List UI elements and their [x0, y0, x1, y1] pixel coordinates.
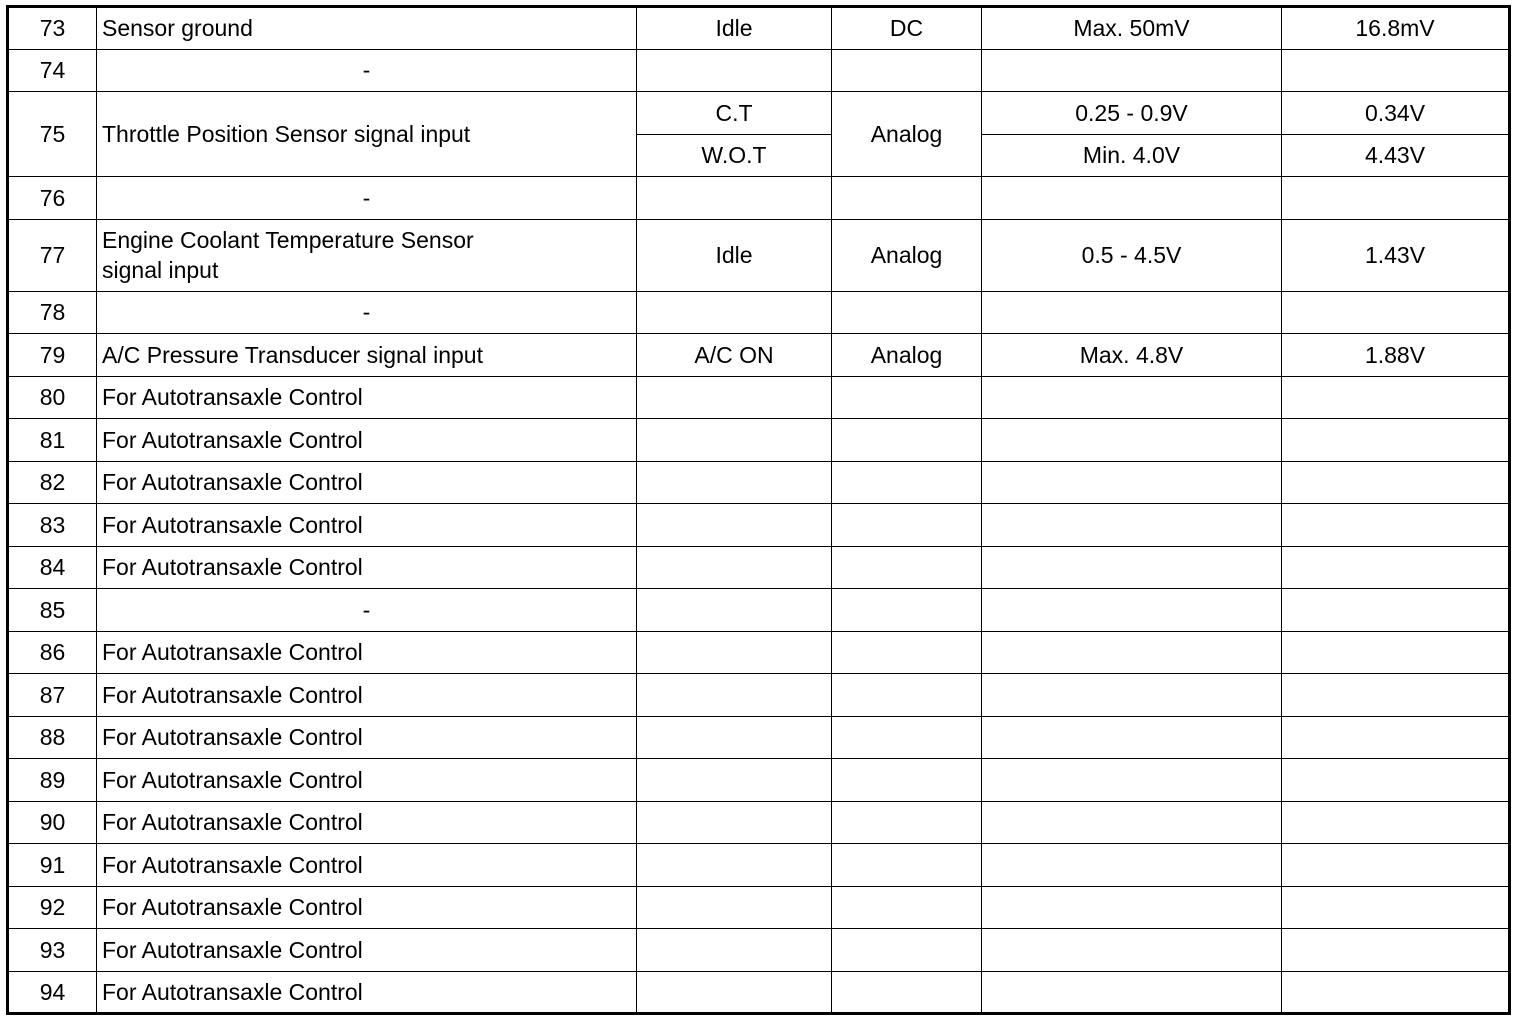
table-row	[8, 219, 1510, 291]
test-result: 16.8mV	[1282, 7, 1510, 50]
signal-level	[982, 419, 1282, 462]
signal-level	[982, 631, 1282, 674]
signal-type	[832, 971, 982, 1014]
pin-condition: W.O.T	[637, 134, 832, 177]
signal-type: DC	[832, 7, 982, 50]
pin-description: For Autotransaxle Control	[97, 546, 637, 589]
table-row	[8, 49, 1510, 92]
table-row	[8, 674, 1510, 717]
table-row	[8, 504, 1510, 547]
signal-type	[832, 631, 982, 674]
test-result	[1282, 801, 1510, 844]
signal-type	[832, 759, 982, 802]
test-result	[1282, 504, 1510, 547]
signal-level: Max. 50mV	[982, 7, 1282, 50]
table-row	[8, 177, 1510, 220]
pin-condition: C.T	[637, 92, 832, 135]
test-result	[1282, 929, 1510, 972]
pin-condition	[637, 177, 832, 220]
table-row	[8, 546, 1510, 589]
pin-condition: Idle	[637, 219, 832, 291]
test-result	[1282, 971, 1510, 1014]
signal-type	[832, 504, 982, 547]
test-result	[1282, 674, 1510, 717]
pin-description: -	[97, 589, 637, 632]
test-result	[1282, 716, 1510, 759]
pin-condition	[637, 759, 832, 802]
table-row	[8, 7, 1510, 50]
signal-level: Max. 4.8V	[982, 334, 1282, 377]
signal-type	[832, 589, 982, 632]
pin-description-line: signal input	[102, 257, 219, 283]
test-result	[1282, 419, 1510, 462]
signal-level	[982, 929, 1282, 972]
pin-number: 84	[8, 546, 97, 589]
signal-type: Analog	[832, 219, 982, 291]
pin-description: For Autotransaxle Control	[97, 801, 637, 844]
pin-number: 89	[8, 759, 97, 802]
signal-level	[982, 801, 1282, 844]
pin-condition	[637, 801, 832, 844]
table-row	[8, 419, 1510, 462]
pin-description: Sensor ground	[97, 7, 637, 50]
pin-number: 81	[8, 419, 97, 462]
pin-condition	[637, 886, 832, 929]
pin-condition	[637, 461, 832, 504]
pin-description: Throttle Position Sensor signal input	[97, 92, 637, 177]
pin-number: 93	[8, 929, 97, 972]
pin-description-line: Engine Coolant Temperature Sensor	[102, 227, 474, 253]
pin-description: -	[97, 291, 637, 334]
pin-condition: Idle	[637, 7, 832, 50]
table-row	[8, 631, 1510, 674]
table-row	[8, 716, 1510, 759]
pin-condition	[637, 929, 832, 972]
pin-description: -	[97, 49, 637, 92]
pin-description: A/C Pressure Transducer signal input	[97, 334, 637, 377]
pin-condition	[637, 674, 832, 717]
pin-number: 91	[8, 844, 97, 887]
table-row	[8, 291, 1510, 334]
test-result	[1282, 886, 1510, 929]
test-result	[1282, 844, 1510, 887]
signal-level	[982, 504, 1282, 547]
pin-number: 92	[8, 886, 97, 929]
pin-condition	[637, 504, 832, 547]
test-result: 1.43V	[1282, 219, 1510, 291]
pin-number: 74	[8, 49, 97, 92]
test-result: 0.34V	[1282, 92, 1510, 135]
signal-level	[982, 674, 1282, 717]
pin-description: For Autotransaxle Control	[97, 886, 637, 929]
signal-level	[982, 546, 1282, 589]
pin-number: 75	[8, 92, 97, 177]
signal-type	[832, 49, 982, 92]
pin-description: For Autotransaxle Control	[97, 674, 637, 717]
pin-description: For Autotransaxle Control	[97, 376, 637, 419]
test-result	[1282, 291, 1510, 334]
table-row	[8, 801, 1510, 844]
signal-type	[832, 291, 982, 334]
pin-condition	[637, 49, 832, 92]
pin-description: -	[97, 177, 637, 220]
signal-type	[832, 419, 982, 462]
pin-number: 76	[8, 177, 97, 220]
pin-number: 90	[8, 801, 97, 844]
signal-type: Analog	[832, 334, 982, 377]
pin-number: 85	[8, 589, 97, 632]
table-row	[8, 971, 1510, 1014]
test-result	[1282, 589, 1510, 632]
pin-description: For Autotransaxle Control	[97, 419, 637, 462]
table-row	[8, 844, 1510, 887]
test-result	[1282, 461, 1510, 504]
pin-condition	[637, 589, 832, 632]
pin-description	[97, 219, 637, 291]
pin-number: 77	[8, 219, 97, 291]
pin-number: 87	[8, 674, 97, 717]
pin-number: 78	[8, 291, 97, 334]
pin-description: For Autotransaxle Control	[97, 971, 637, 1014]
pin-condition	[637, 716, 832, 759]
pin-condition	[637, 971, 832, 1014]
signal-type	[832, 929, 982, 972]
test-result	[1282, 546, 1510, 589]
pin-number: 94	[8, 971, 97, 1014]
pin-condition	[637, 291, 832, 334]
signal-level	[982, 844, 1282, 887]
test-result: 1.88V	[1282, 334, 1510, 377]
test-result	[1282, 177, 1510, 220]
signal-level	[982, 716, 1282, 759]
signal-level	[982, 376, 1282, 419]
signal-type	[832, 461, 982, 504]
pin-description: For Autotransaxle Control	[97, 759, 637, 802]
table-row	[8, 589, 1510, 632]
signal-level	[982, 971, 1282, 1014]
pin-condition	[637, 546, 832, 589]
signal-type	[832, 844, 982, 887]
pin-number: 79	[8, 334, 97, 377]
pin-number: 83	[8, 504, 97, 547]
table-row	[8, 92, 1510, 135]
pin-condition	[637, 844, 832, 887]
test-result: 4.43V	[1282, 134, 1510, 177]
pin-description: For Autotransaxle Control	[97, 631, 637, 674]
pin-description: For Autotransaxle Control	[97, 844, 637, 887]
pin-condition	[637, 631, 832, 674]
signal-type	[832, 801, 982, 844]
signal-level: 0.25 - 0.9V	[982, 92, 1282, 135]
pin-description: For Autotransaxle Control	[97, 461, 637, 504]
signal-type	[832, 376, 982, 419]
signal-type	[832, 674, 982, 717]
signal-level	[982, 291, 1282, 334]
table-row	[8, 461, 1510, 504]
signal-type: Analog	[832, 92, 982, 177]
pin-number: 73	[8, 7, 97, 50]
signal-level	[982, 759, 1282, 802]
pin-number: 80	[8, 376, 97, 419]
pin-table-body	[8, 7, 1510, 1014]
pin-number: 82	[8, 461, 97, 504]
signal-level	[982, 177, 1282, 220]
pin-condition: A/C ON	[637, 334, 832, 377]
pin-number: 88	[8, 716, 97, 759]
signal-level	[982, 49, 1282, 92]
test-result	[1282, 631, 1510, 674]
signal-type	[832, 546, 982, 589]
pin-condition	[637, 419, 832, 462]
signal-level	[982, 461, 1282, 504]
table-row	[8, 886, 1510, 929]
pin-condition	[637, 376, 832, 419]
table-row	[8, 334, 1510, 377]
table-row	[8, 376, 1510, 419]
signal-type	[832, 886, 982, 929]
pin-description: For Autotransaxle Control	[97, 716, 637, 759]
signal-level: Min. 4.0V	[982, 134, 1282, 177]
signal-type	[832, 716, 982, 759]
table-row	[8, 759, 1510, 802]
pin-number: 86	[8, 631, 97, 674]
test-result	[1282, 376, 1510, 419]
table-row	[8, 929, 1510, 972]
signal-level	[982, 886, 1282, 929]
test-result	[1282, 759, 1510, 802]
signal-level: 0.5 - 4.5V	[982, 219, 1282, 291]
signal-type	[832, 177, 982, 220]
pin-signal-table	[6, 5, 1511, 1015]
test-result	[1282, 49, 1510, 92]
pin-description: For Autotransaxle Control	[97, 504, 637, 547]
pin-description: For Autotransaxle Control	[97, 929, 637, 972]
signal-level	[982, 589, 1282, 632]
